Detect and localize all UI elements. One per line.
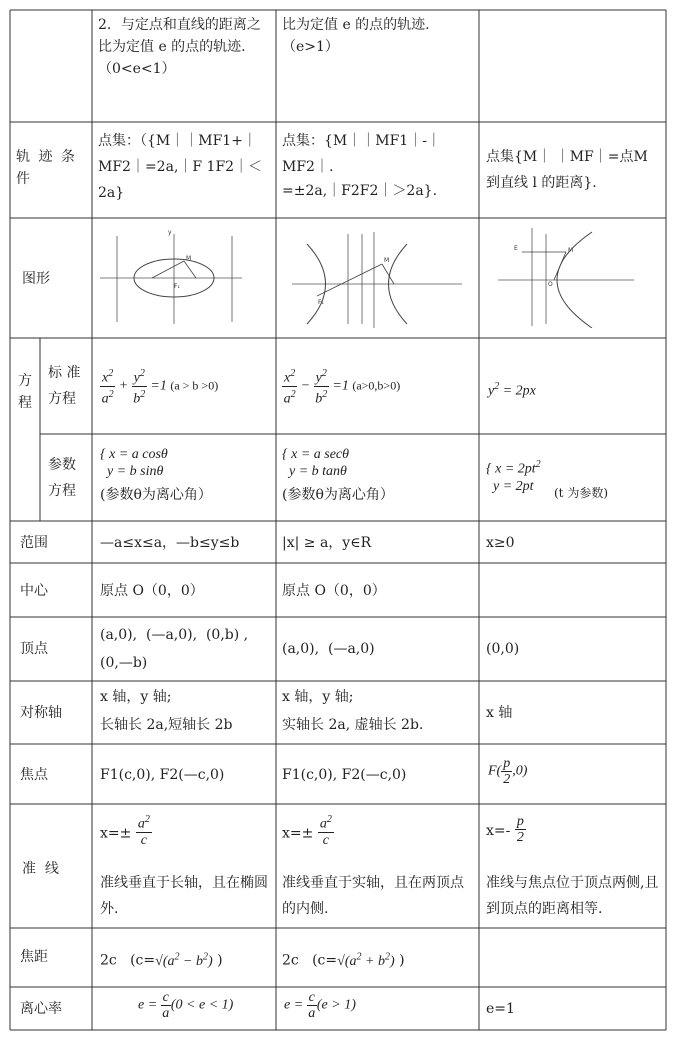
- condition-parabola: 点集{M｜ ｜MF｜=点M 到直线 l 的距离}.: [486, 149, 648, 191]
- directrix-ellipse-formula: x=± $\frac{a^2}{c}$: [100, 814, 150, 848]
- figure-label: 图形: [22, 271, 50, 287]
- ellipse-std-condition: (a > b >0): [170, 378, 219, 393]
- hyperbola-std-equation: $\frac{x^2}{a^2}$ − $\frac{y^2}{b^2}$ =1 (a>0,b>0): [283, 368, 401, 407]
- svg-text:O: O: [548, 281, 553, 288]
- condition-hyperbola-1: 点集：{M｜｜MF1｜-｜MF2｜.: [282, 133, 441, 175]
- svg-text:E: E: [514, 245, 518, 252]
- svg-text:M: M: [568, 247, 574, 254]
- focus-ellipse: F1(c,0), F2(—c,0): [100, 767, 225, 783]
- ellipse-std-equation: $\frac{x^2}{a^2}$ + $\frac{y^2}{b^2}$ =1 (a > b >0): [101, 368, 219, 407]
- eccentricity-ellipse: e = $\frac{c}{a}$ (0 < e < 1): [138, 990, 234, 1021]
- eccentricity-hyperbola: e = $\frac{c}{a}$ (e > 1): [284, 990, 356, 1021]
- focus-parabola: F( $\frac{p}{2}$ ,0): [488, 756, 528, 787]
- axis-ellipse-1: x 轴，y 轴;: [100, 689, 172, 705]
- parabola-param-note: (t 为参数): [554, 486, 609, 500]
- std-equation-label: 标 准方程: [48, 365, 81, 407]
- range-ellipse: —a≤x≤a，—b≤y≤b: [100, 535, 240, 551]
- svg-text:y: y: [168, 229, 172, 236]
- directrix-label: 准 线: [22, 861, 59, 877]
- directrix-hyperbola-formula: x=± $\frac{a^2}{c}$: [282, 814, 332, 848]
- focal-ellipse: 2c ($c=√(a^2 - b^2)$ ): [100, 951, 223, 969]
- focal-label: 焦距: [20, 949, 48, 965]
- hyperbola-param-note: (参数θ为离心角）: [282, 487, 394, 503]
- condition-ellipse: 点集：（{M｜｜MF1+｜MF2｜=2a,｜F 1F2｜＜2a}: [98, 133, 263, 201]
- hyperbola-std-condition: (a>0,b>0): [352, 378, 401, 393]
- intro-cell-hyperbola: 比为定值 e 的点的轨迹.（e>1）: [282, 17, 430, 55]
- axis-hyperbola-2: 实轴长 2a, 虚轴长 2b.: [282, 717, 424, 733]
- parabola-figure: [492, 224, 642, 328]
- center-label: 中心: [20, 583, 48, 599]
- directrix-parabola-formula: x=- $\frac{p}{2}$: [486, 814, 524, 845]
- equation-group-label: 方程: [18, 373, 32, 411]
- axis-ellipse-2: 长轴长 2a,短轴长 2b: [100, 717, 233, 733]
- vertex-hyperbola: (a,0), (—a,0): [282, 641, 375, 657]
- focal-hyperbola-prefix: 2c (c=: [282, 952, 338, 969]
- focal-ellipse-close: ): [217, 952, 223, 969]
- condition-hyperbola-2: =±2a,｜F2F2｜＞2a}.: [282, 183, 438, 199]
- directrix-hyperbola-prefix: x=±: [282, 825, 314, 842]
- hyperbola-figure: [282, 226, 472, 330]
- intro-cell-ellipse: 2．与定点和直线的距离之比为定值 e 的点的轨迹.（0<e<1）: [98, 17, 261, 77]
- eccentricity-parabola: e=1: [486, 1001, 515, 1017]
- eccentricity-label: 离心率: [20, 1001, 62, 1017]
- condition-label: 轨 迹 条件: [16, 149, 77, 187]
- parabola-std-equation: $y^2 = 2px$: [488, 381, 536, 399]
- axis-hyperbola-1: x 轴，y 轴;: [282, 689, 354, 705]
- focus-label: 焦点: [20, 767, 48, 783]
- svg-text:F₁: F₁: [318, 299, 324, 306]
- vertex-ellipse-1: (a,0), (—a,0), (0,b) ,: [100, 627, 249, 643]
- focal-ellipse-prefix: 2c (c=: [100, 952, 156, 969]
- axis-label: 对称轴: [20, 705, 62, 721]
- range-parabola: x≥0: [486, 535, 515, 551]
- ellipse-param-equation: { x = a cosθ y = b sinθ: [100, 447, 168, 479]
- directrix-parabola-prefix: x=-: [486, 823, 511, 839]
- ellipse-figure: [100, 228, 270, 328]
- axis-parabola: x 轴: [486, 705, 513, 721]
- svg-text:F₁: F₁: [174, 283, 180, 290]
- directrix-ellipse-text: 准线垂直于长轴，且在椭圆外.: [100, 875, 268, 917]
- svg-text:M: M: [186, 255, 192, 262]
- directrix-hyperbola-text: 准线垂直于实轴，且在两顶点的内侧.: [282, 875, 464, 917]
- focal-hyperbola-close: ): [399, 952, 405, 969]
- svg-text:M: M: [384, 257, 390, 264]
- hyperbola-param-equation: { x = a secθ y = b tanθ: [282, 447, 350, 479]
- focal-hyperbola: 2c ($c=√(a^2 + b^2)$ ): [282, 951, 405, 969]
- vertex-label: 顶点: [20, 641, 48, 657]
- center-ellipse: 原点 O（0，0）: [100, 583, 204, 599]
- focus-hyperbola: F1(c,0), F2(—c,0): [282, 767, 407, 783]
- ellipse-param-note: (参数θ为离心角）: [100, 487, 212, 503]
- vertex-ellipse-2: (0,—b): [100, 655, 148, 671]
- directrix-ellipse-prefix: x=±: [100, 825, 132, 842]
- vertex-parabola: (0,0): [486, 641, 520, 657]
- parabola-param-equation: { $x = 2pt^2$ y = 2pt: [486, 459, 541, 494]
- center-hyperbola: 原点 O（0，0）: [282, 583, 386, 599]
- range-hyperbola: |x| ≥ a，y∈R: [282, 535, 372, 551]
- param-equation-label: 参数方程: [48, 457, 76, 499]
- directrix-parabola-text: 准线与焦点位于顶点两侧,且到顶点的距离相等.: [486, 875, 659, 917]
- range-label: 范围: [20, 535, 48, 551]
